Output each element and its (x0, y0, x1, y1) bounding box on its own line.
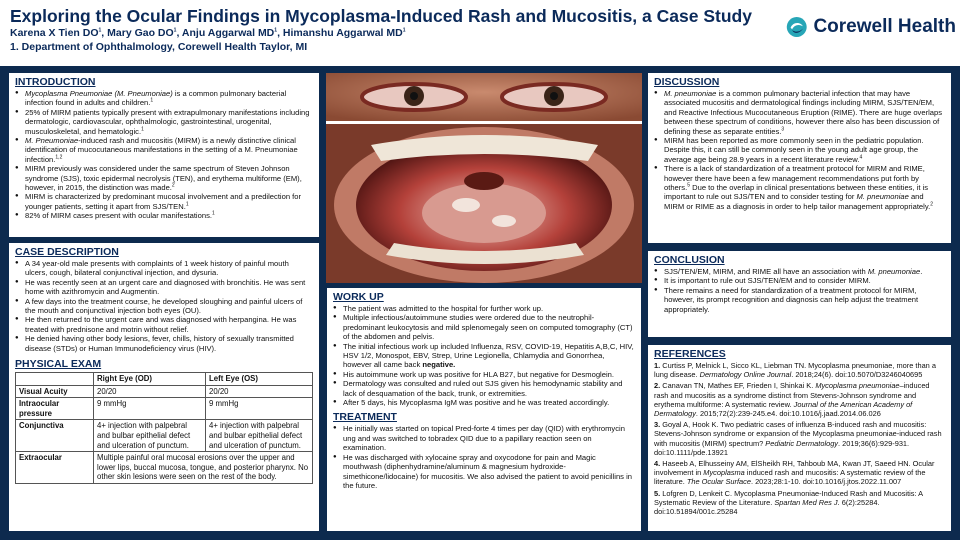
author-name: Mary Gao DO (107, 27, 174, 39)
reference-text: –induced rash and mucositis as a syndrome distinct from Stevens-Johnson syndrome and erythema multiforme: A systematic review. (654, 381, 930, 409)
list-item (654, 286, 945, 314)
corewell-health-logo-mark-icon (786, 13, 807, 41)
item-text: -induced rash and mucositis (MIRM) is a newly distinctive clinical identification of mucocutaneous manifestations in the setting of a M. Pneumoniae infection. (25, 136, 298, 164)
table-row-label: Conjunctiva (16, 420, 94, 452)
author-affiliation-mark: 1 (98, 27, 102, 34)
discussion-panel (647, 72, 952, 244)
work-up-heading: WORK UP (333, 291, 384, 303)
table-row (16, 420, 313, 452)
reference-journal: Spartan Med Res J (774, 497, 838, 507)
references-heading: REFERENCES (654, 348, 726, 360)
list-item: ● He then returned to the urgent care and was diagnosed with herpangina. He was treated with prednisone and motrin without relief. (15, 315, 313, 334)
list-item (333, 370, 635, 379)
list-item: ● A 34 year-old male presents with complaints of 1 week history of painful mouth ulcers, cough, bilateral conjunctival injection, and dysuria. (15, 259, 313, 278)
author-name: Karena X Tien DO (10, 27, 99, 39)
reference-number: 4. (654, 459, 661, 469)
list-item (333, 313, 635, 341)
references-panel (647, 344, 952, 532)
citation-mark: 4 (859, 154, 863, 161)
list-item: ● He denied having other body lesions, fever, chills, history of sexually transmitted disease (STDs) or Human Immunodeficiency virus (HIV). (15, 334, 313, 353)
author-affiliation-mark: 1 (173, 27, 177, 34)
poster-title: Exploring the Ocular Findings in Mycoplasma-Induced Rash and Mucositis, a Case Study (10, 6, 752, 26)
reference-text: . 2015;72(2):239-245.e4. doi:10.1016/j.jaad.2014.06.026 (695, 409, 881, 419)
case-description-panel (8, 242, 320, 532)
citation-mark: 1 (150, 97, 154, 104)
list-item (333, 304, 635, 313)
reference-text: . 2018;24(6). doi:10.5070/D3246040695 (791, 370, 923, 380)
treatment-list (333, 424, 635, 490)
item-text: Dermatology was consulted and ruled out SJS given his hemodynamic stability and lack of desquamation of the back, trunk, or extremities. (343, 379, 623, 398)
list-item: ● A few days into the treatment course, he developed sloughing and painful ulcers of the mouth and conjunctival injection both eyes (OU). (15, 297, 313, 316)
reference-number: 3. (654, 420, 661, 430)
reference-text: Curtiss P, Melnick L, Sicco KL, Liebman TN. Mycoplasma pneumoniae, more than a lung disease. (654, 361, 936, 380)
logo-text: Corewell Health (813, 16, 956, 37)
item-text: There is a lack of standardization of a treatment protocol for MIRM and RIME, however there have been a few management recommendations put forth by others. (664, 164, 925, 193)
work-up-list (333, 304, 635, 407)
item-text: The patient was admitted to the hospital for further work up. (343, 304, 544, 313)
list-item: ● He was recently seen at an urgent care and diagnosed with bronchitis. He was sent home with azithromycin and Augmentin. (15, 278, 313, 297)
clinical-photo (326, 73, 642, 283)
work-up-panel (326, 287, 642, 532)
list-item: ● He initially was started on topical Pred-forte 4 times per day (QID) with erythromycin ung and was switched to tobradex QID due to a papillary reaction seen on examination. (333, 424, 635, 452)
physical-exam-table (15, 372, 313, 484)
item-text: SJS/TEN/EM, MIRM, and RIME all have an association with (664, 267, 868, 276)
affiliation: 1. Department of Ophthalmology, Corewell Health Taylor, MI (10, 41, 308, 53)
reference-text: induced rash and mucositis: A systematic review of the literature. (654, 468, 926, 487)
item-text: There remains a need for standardization of a treatment protocol for MIRM, however, its prompt recognition and diagnosis can help adjust the treatment appropriately. (664, 285, 919, 314)
list-item (654, 267, 945, 276)
item-text: Due to the overlap in clinical presentations between these entities, it is important to rule out SJS/TEN and to consider testing for (664, 183, 929, 202)
table-row (16, 398, 313, 420)
table-header-row (16, 373, 313, 386)
table-cell: 9 mmHg (94, 398, 206, 420)
case-description-heading: CASE DESCRIPTION (15, 246, 119, 258)
list-item (333, 398, 635, 407)
poster-header (0, 0, 960, 66)
case-description-list (15, 259, 313, 353)
item-text: It is important to rule out SJS/TEN/EM and to consider MIRM. (664, 276, 871, 286)
conclusion-panel (647, 250, 952, 338)
item-text: 82% of MIRM cases present with ocular manifestations. (25, 211, 212, 221)
author-name: Anju Aggarwal MD (181, 27, 275, 39)
item-text: After 5 days, his Mycoplasma IgM was positive and he was treated accordingly. (343, 398, 610, 408)
conclusion-heading: CONCLUSION (654, 254, 725, 266)
author-list: Karena X Tien $DO^1$, Mary Gao $DO^1$, Anju Aggarwal $MD^1$, Himanshu Aggarwal $MD^1$ (10, 27, 406, 39)
emphasis-text: M. pneumoniae (856, 192, 909, 202)
bold-text: negative. (422, 360, 456, 370)
table-row-label: Extraocular (16, 452, 94, 484)
table-row-label: Intraocular pressure (16, 398, 94, 420)
citation-mark: 1 (185, 201, 189, 208)
citation-mark: 2 (171, 182, 175, 189)
emphasis-text: M. pneumoniae (664, 89, 717, 98)
author-affiliation-mark: 1 (402, 27, 406, 34)
reference-number: 2. (654, 381, 661, 391)
item-text: is a common pulmonary bacterial infection that may have associated mucositis and dermatological findings including MIRM, SJS/TEN/EM, and Reactive Infectious Mucocutaneous Eruption (RIME). There are huge overlaps between these spectrum of conditions, however there also has been discussion of defining these as separate entities. (664, 89, 943, 136)
table-cell: 20/20 (94, 385, 206, 398)
list-item (333, 342, 635, 370)
citation-mark: 1,2 (55, 154, 63, 161)
reference-journal: The Ocular Surface (686, 477, 751, 487)
reference-journal: Pediatric Dermatology (765, 438, 839, 448)
item-text: . (920, 267, 923, 276)
reference-text: Haseeb A, Elhusseiny AM, ElSheikh RH, Tahboub MA, Kwan JT, Saeed HN. Ocular involvement in (654, 459, 935, 478)
item-text: Multiple infectious/autoimmune studies were ordered due to the neutrophil-predominant leukocytosis and mild splenomegaly seen on computed tomography (CT) of the abdomen and pelvis. (343, 313, 633, 342)
list-item (15, 211, 313, 220)
table-cell: Multiple painful oral mucosal erosions over the upper and lower lips, buccal mucosa, tongue, and posterior pharynx. No other skin lesions were seen on the rest of the body. (94, 452, 313, 484)
author-name: Himanshu Aggarwal MD (282, 27, 403, 39)
list-item (654, 136, 945, 164)
table-cell: 20/20 (206, 385, 313, 398)
reference-journal: Journal of the American Academy of Dermatology (654, 399, 913, 419)
introduction-heading: INTRODUCTION (15, 76, 96, 88)
reference-text: Canavan TN, Mathes EF, Frieden I, Shinkai K. (662, 381, 816, 391)
list-item (15, 164, 313, 192)
reference-text: . 2023;28:1-10. doi:10.1016/j.jtos.2022.11.007 (750, 477, 902, 487)
list-item: ● He was discharged with xylocaine spray and oxycodone for pain and Magic mouthwash (diphenhydramine/aluminum & magnesium hydroxide-simethicone/lidocaine) for mucositis. We also advised the patient to avoid penicillins in the future. (333, 453, 635, 491)
clinical-photo-illustration (326, 73, 642, 283)
reference-journal: Dermatology Online Journal (699, 370, 792, 380)
table-cell: 9 mmHg (206, 398, 313, 420)
item-text: MIRM has been reported as more commonly seen in the pediatric population. Despite this, it can still be commonly seen in the young adult age group, the average age being 28.9 years in a recent literature review. (664, 136, 924, 164)
table-header-cell: Left Eye (OS) (206, 373, 313, 386)
citation-mark: 3 (781, 126, 785, 133)
reference-journal: Mycoplasma pneumoniae (815, 381, 900, 391)
physical-exam-heading: PHYSICAL EXAM (15, 358, 102, 371)
discussion-heading: DISCUSSION (654, 76, 720, 88)
item-text: MIRM is characterized by predominant mucosal involvement and a predilection for younger patients, setting it apart from SJS/TEN. (25, 192, 302, 211)
table-row (16, 452, 313, 484)
reference-text: . 6(2):25284. doi:10.51894/001c.25284 (654, 497, 880, 517)
list-item (654, 276, 945, 285)
item-text: MIRM previously was considered under the same spectrum of Steven Johnson syndrome (SJS), toxic epidermal necrolysis (TEN), and erythema multiforme (EM), however, in 2015, the distinction was made. (25, 164, 302, 193)
treatment-heading: TREATMENT (333, 411, 397, 424)
list-item (333, 379, 635, 398)
list-item (654, 89, 945, 136)
emphasis-text: M. pneumoniae (867, 267, 921, 276)
corewell-health-logo (786, 12, 956, 42)
item-text: and MIRM or RIME as a diagnosis in order to help tailor management appropriately. (664, 192, 931, 211)
list-item (654, 164, 945, 211)
emphasis-text: Mycoplasma Pneumoniae (M. Pneumoniae) (25, 89, 173, 98)
item-text: The initial infectious work up included Influenza, RSV, COVID-19, Hepatitis A,B,C, HIV, HSV 1/2, Monospot, EBV, Strep, Urine Legionella, Chlamydia and Gonorrhea, however all came back (343, 341, 634, 370)
reference-text: Lofgren D, Lenkeit C. Mycoplasma Pneumoniae-Induced Rash and Mucositis: A Systematic Review of the Literature. (654, 488, 923, 507)
table-row-label: Visual Acuity (16, 385, 94, 398)
list-item (15, 136, 313, 164)
table-header-cell: Right Eye (OD) (94, 373, 206, 386)
table-header-cell (16, 373, 94, 386)
reference-item (654, 361, 945, 379)
reference-text: Goyal A, Hook K. Two pediatric cases of influenza B-induced rash and mucositis: Stevens-Johnson syndrome or expansion of the Mycoplasma pneumoniae-induced rash with mucositis (MIRM) spectrum? (654, 420, 942, 448)
reference-item (654, 381, 945, 418)
citation-mark: 1 (141, 126, 144, 133)
list-item (15, 192, 313, 211)
reference-item (654, 459, 945, 487)
list-item (15, 89, 313, 108)
conclusion-list (654, 267, 945, 314)
reference-item (654, 420, 945, 457)
citation-mark: 1 (211, 210, 215, 217)
item-text: is a common pulmonary bacterial infection found in adults and children. (25, 89, 287, 108)
citation-mark: 5 (687, 182, 690, 189)
table-cell: 4+ injection with palpebral and bulbar epithelial defect and ulceration of punctum. (94, 420, 206, 452)
reference-number: 1. (654, 361, 661, 370)
reference-journal: Mycoplasma (703, 468, 745, 478)
author-affiliation-mark: 1 (274, 27, 278, 34)
emphasis-text: M. Pneumoniae (25, 136, 79, 146)
discussion-list (654, 89, 945, 211)
reference-text: . 2019;36(6):929-931. doi:10.1111/pde.13921 (654, 438, 910, 457)
reference-number: 5. (654, 488, 661, 498)
introduction-list (15, 89, 313, 221)
citation-mark: 2 (930, 201, 933, 208)
table-row (16, 385, 313, 398)
item-text: His autoimmune work up was positive for HLA B27, but negative for Desmoglein. (343, 369, 614, 379)
item-text: 25% of MIRM patients typically present with extrapulmonary manifestations including dermatologic, cardiovascular, ophthalmologic, gastrointestinal, urogenital, musculoskeletal, and hematologic. (25, 107, 310, 136)
introduction-panel (8, 72, 320, 238)
list-item (15, 108, 313, 136)
reference-item (654, 489, 945, 517)
table-cell: 4+ injection with palpebral and bulbar epithelial defect and ulceration of punctum. (206, 420, 313, 452)
